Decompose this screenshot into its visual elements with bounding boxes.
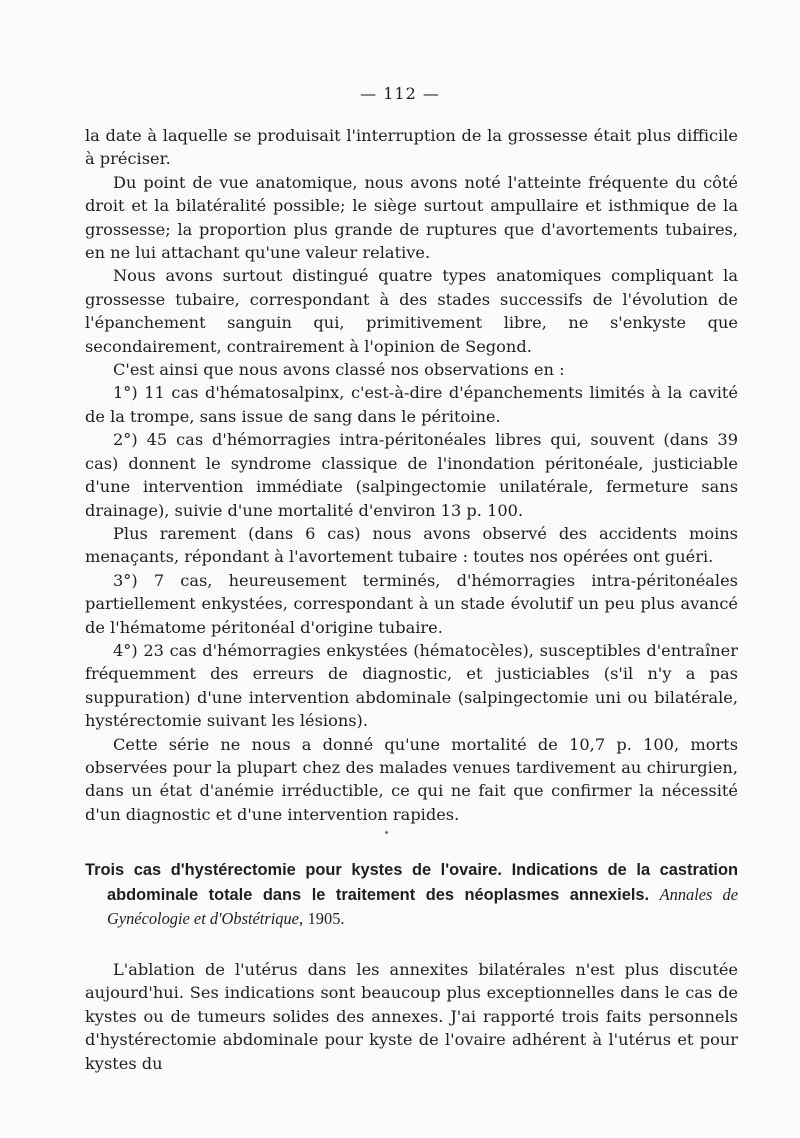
stray-dot-mark (385, 831, 388, 834)
body-text-section-2 (85, 958, 738, 1075)
paragraph-tubal-abortion: Plus rarement (dans 6 cas) nous avons observé des accidents moins menaçants, répondant à l'avortement tubaire : toutes nos opérées ont guéri. (85, 523, 738, 567)
body-text-section-1 (85, 124, 738, 826)
paragraph-classification-intro: C'est ainsi que nous avons classé nos observations en : (113, 360, 565, 380)
list-item-intraperitoneal-hemorrhage: 2°) 45 cas d'hémorragies intra-péritonéales libres qui, souvent (dans 39 cas) donnent le syndrome classique de l'inondation péritonéale, justiciable d'une intervention immédiate (salpingectomie unilatérale, fermeture sans drainage), suivie d'une mortalité d'environ 13 p. 100. (85, 430, 738, 520)
paragraph-hysterectomy: L'ablation de l'utérus dans les annexites bilatérales n'est plus discutée aujourd'hui. Ses indications sont beaucoup plus exceptionnelles dans le cas de kystes ou de tumeurs solides des annexes. J'ai rapporté trois faits personnels d'hystérectomie abdominale pour kyste de l'ovaire adhérent à l'utérus et pour kystes du (85, 960, 738, 1073)
list-item-hematoceles: 4°) 23 cas d'hémorragies enkystées (hématocèles), susceptibles d'entraîner fréquemment des erreurs de diagnostic, et justiciables (s'il n'y a pas suppuration) d'une intervention abdominale (salpingectomie uni ou bilatérale, hystérectomie suivant les lésions). (85, 640, 738, 731)
page-number: — 112 — (360, 84, 440, 103)
paragraph-anatomical-types: Nous avons surtout distingué quatre types anatomiques compliquant la grossesse tubaire, correspondant à des stades successifs de l'évolution de l'épanchement sanguin qui, primitivement libre, ne s'enkyste que secondairement, contrairement à l'opinion de Segond. (85, 266, 738, 356)
paragraph-anatomy: Du point de vue anatomique, nous avons noté l'atteinte fréquente du côté droit et la bilatéralité possible; le siège surtout ampullaire et isthmique de la grossesse; la proportion plus grande de ruptures que d'avortements tubaires, en ne lui attachant qu'une valeur relative. (85, 172, 738, 263)
section-heading (85, 859, 738, 932)
heading-title: Trois cas d'hystérectomie pour kystes de l'ovaire. Indications de la castration abdominale totale dans le traitement des néoplasmes annexiels. (85, 861, 738, 904)
list-item-hematosalpinx: 1°) 11 cas d'hématosalpinx, c'est-à-dire d'épanchements limités à la cavité de la trompe, sans issue de sang dans le péritoine. (85, 383, 738, 426)
paragraph-continuation: la date à laquelle se produisait l'interruption de la grossesse était plus difficile à préciser. (85, 126, 738, 169)
heading-year: 1905. (307, 909, 345, 928)
paragraph-mortality: Cette série ne nous a donné qu'une mortalité de 10,7 p. 100, morts observées pour la plupart chez des malades venues tardivement au chirurgien, dans un état d'anémie irréductible, ce qui ne fait que confirmer la nécessité d'un diagnostic et d'une intervention rapides. (85, 734, 738, 824)
list-item-partially-encysted: 3°) 7 cas, heureusement terminés, d'hémorragies intra-péritonéales partiellement enkystées, correspondant à un stade évolutif un peu plus avancé de l'hématome péritonéal d'origine tubaire. (85, 570, 738, 637)
heading-journal: Annales de Gynécologie et d'Obstétrique, (107, 884, 738, 928)
